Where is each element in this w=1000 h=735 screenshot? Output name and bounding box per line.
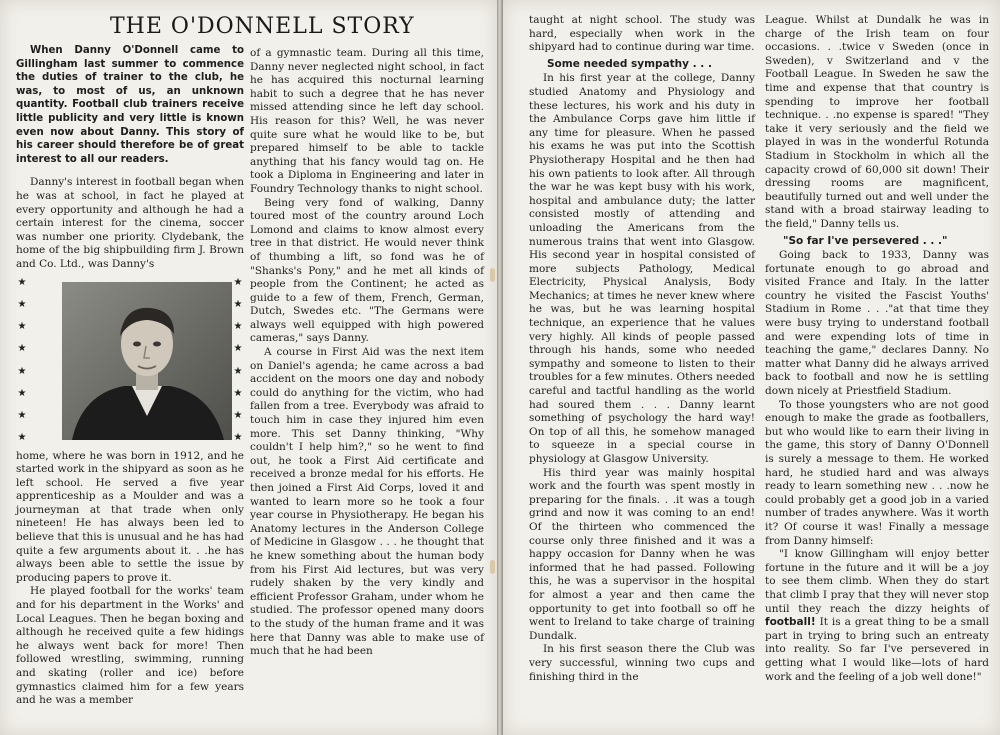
star-icon: ★ <box>17 432 27 444</box>
subheading: "So far I've persevered . . ." <box>783 234 948 247</box>
portrait-image <box>62 282 232 440</box>
star-icon: ★ <box>17 343 27 355</box>
staple-mark <box>490 268 495 282</box>
column-2 <box>250 0 484 659</box>
star-icon: ★ <box>233 321 243 333</box>
star-icon: ★ <box>17 410 27 422</box>
star-icon: ★ <box>17 387 27 399</box>
star-icon: ★ <box>17 276 27 288</box>
star-icon: ★ <box>233 343 243 355</box>
paragraph: In his first year at the college, Danny studied Anatomy and Physiology and these lectures, his work and his duty in the Ambulance Corps gave him little if any time for pleasure. When he passed his exams he was put into the Scottish Physiotherapy Hospital and he then had his own patients to look after. All through the war he was kept busy with his work, hospital and ambulance duty; the latter consisted mostly of attending and unloading the Americans from the numerous trains that went into Glasgow. His second year in hospital consisted of more subjects Pathology, Medical Electricity, Physical Analysis, Body Mechanics; at times he never knew where he was, but he was learning hospital technique, an experience that he values very highly. All kinds of people passed through his hands, some who needed sympathy and someone to listen to their troubles for a few minutes. Others needed careful and tactful handling as the world had soured them . . . Danny learnt something of psychology the hard way! On top of all this, he somehow managed to squeeze in a special course in physiology at Glasgow University. <box>529 72 755 465</box>
star-icon: ★ <box>17 321 27 333</box>
star-icon: ★ <box>233 298 243 310</box>
column-3 <box>529 0 755 684</box>
lead-paragraph: When Danny O'Donnell came to Gillingham last summer to commence the duties of trainer to the club, he was, to most of us, an unknown quantity. Football club trainers receive little publicity and very little is known even now about Danny. This story of his career should therefore be of great interest to all our readers. <box>16 45 244 165</box>
star-border-right <box>232 278 244 444</box>
paragraph: League. Whilst at Dundalk he was in charge of the Irish team on four occasions. . .twice v Sweden (once in Sweden), v Switzerland and v the Football League. In Sweden he saw the time and expense that that country is spending to improve her football technique. . .no expense is spared! "They take it very seriously and the field we played in was in the wonderful Rotunda Stadium in Stockholm in which all the capacity crowd of 60,000 sit down! Their dressing rooms are magnificent, beautifully turned out and well under the stand with a broad stairway leading to the field," Danny tells us. <box>765 14 989 230</box>
star-border-left <box>16 278 28 444</box>
quote-text: "I know Gillingham will enjoy better fortune in the future and it will be a joy to see them climb. When they do start that climb I pray that they will never stop until they reach the dizzy heights of <box>765 548 989 615</box>
right-page <box>503 0 1000 735</box>
left-page <box>0 0 497 735</box>
quote-emphasis: football! <box>765 616 816 629</box>
star-icon: ★ <box>233 276 243 288</box>
photo-block <box>16 278 244 444</box>
subheading: Some needed sympathy . . . <box>547 57 712 70</box>
staple-mark <box>490 560 495 574</box>
paragraph: Going back to 1933, Danny was fortunate enough to go abroad and visited France and Italy. In the latter country he visited the Fascist Youths' Stadium in Rome . . ."at that time they were busy trying to understand football and were expending lots of time in teaching the game," declares Danny. No matter what Danny did he always arrived back to football and now he is settling down nicely at Priestfield Stadium. <box>765 249 989 398</box>
article-title: THE O'DONNELL STORY <box>110 14 415 39</box>
column-1 <box>16 0 244 708</box>
paragraph: To those youngsters who are not good enough to make the grade as footballers, but who would like to earn their living in the game, this story of Danny O'Donnell is surely a message to them. He worked hard, he studied hard and was always ready to learn something new . . .now he could probably get a good job in a varied number of trades anywhere. Was it worth it? Of course it was! Finally a message from Danny himself: <box>765 398 989 547</box>
paragraph: taught at night school. The study was hard, especially when work in the shipyard had to continue during war time. <box>529 14 755 54</box>
paragraph: home, where he was born in 1912, and he started work in the shipyard as soon as he left school. He served a five year apprenticeship as a Moulder and was a journeyman at that trade when only nineteen! He has always been led to believe that this is unusual and he has had quite a few arguments about it. . .he has always been able to settle the issue by producing papers to prove it. <box>16 449 244 584</box>
paragraph: Being very fond of walking, Danny toured most of the country around Loch Lomond and claims to know almost every tree in that district. He would never think of thumbing a lift, so fond was he of "Shanks's Pony," and he met all kinds of people from the Continent; he acted as guide to a few of them, French, German, Dutch, Swedes etc. "The Germans were always well equipped with high powered cameras," says Danny. <box>250 196 484 345</box>
column-4 <box>765 0 989 684</box>
paragraph: In his first season there the Club was very successful, winning two cups and finishing third in the <box>529 643 755 683</box>
star-icon: ★ <box>233 432 243 444</box>
quote-text: It is a great thing to be a small part in trying to bring such an entreaty into reality. So far I've persevered in getting what I would like—lots of hard work and the feeling of a job well done!" <box>765 616 989 683</box>
star-icon: ★ <box>17 365 27 377</box>
quote-paragraph <box>765 548 989 684</box>
paragraph: of a gymnastic team. During all this time, Danny never neglected night school, in fact he has acquired this nocturnal learning habit to such a degree that he has never missed attending since he left day school. His reason for this? Well, he was never quite sure what he would like to be, but prepared himself to be able to tackle anything that his fancy would tag on. He took a Diploma in Engineering and later in Foundry Technology thanks to night school. <box>250 47 484 195</box>
paragraph: He played football for the works' team and for his department in the Works' and Local Leagues. Then he began boxing and although he received quite a few hidings he always went back for more! Then followed wrestling, swimming, running and skating (roller and ice) before gymnastics claimed him for a few years and he was a member <box>16 585 244 707</box>
star-icon: ★ <box>233 387 243 399</box>
paragraph: A course in First Aid was the next item on Daniel's agenda; he came across a bad accident on the moors one day and nobody could do anything for the victim, who had fallen from a tree. Everybody was afraid to touch him in case they injured him even more. This set Danny thinking, "Why couldn't I help him?," so he went to find out, he took a First Aid certificate and received a bronze medal for his efforts. He then joined a First Aid Corps, loved it and wanted to learn more so he took a four year course in Physiotherapy. He began his Anatomy lectures in the Anderson College of Medicine in Glasgow . . . he thought that he knew something about the human body from his First Aid lectures, but was very rudely shaken by the very kindly and efficient Professor Graham, under whom he studied. The professor opened many doors to the study of the human frame and it was here that Danny was able to make use of much that he had been <box>250 346 484 658</box>
star-icon: ★ <box>17 298 27 310</box>
portrait-photo <box>62 282 232 440</box>
paragraph: Danny's interest in football began when he was at school, in fact he played at every opportunity and although he had a certain interest for the cinema, soccer was number one priority. Clydebank, the home of the big shipbuilding firm J. Brown and Co. Ltd., was Danny's <box>16 176 244 270</box>
star-icon: ★ <box>233 410 243 422</box>
star-icon: ★ <box>233 365 243 377</box>
paragraph: His third year was mainly hospital work and the fourth was spent mostly in preparing for the finals. . .it was a tough grind and now it was coming to an end! Of the thirteen who commenced the course only three finished and it was a happy occasion for Danny when he was informed that he had passed. Following this, he was a supervisor in the hospital for almost a year and then came the opportunity to get into football so off he went to Ireland to take charge of training Dundalk. <box>529 466 755 642</box>
